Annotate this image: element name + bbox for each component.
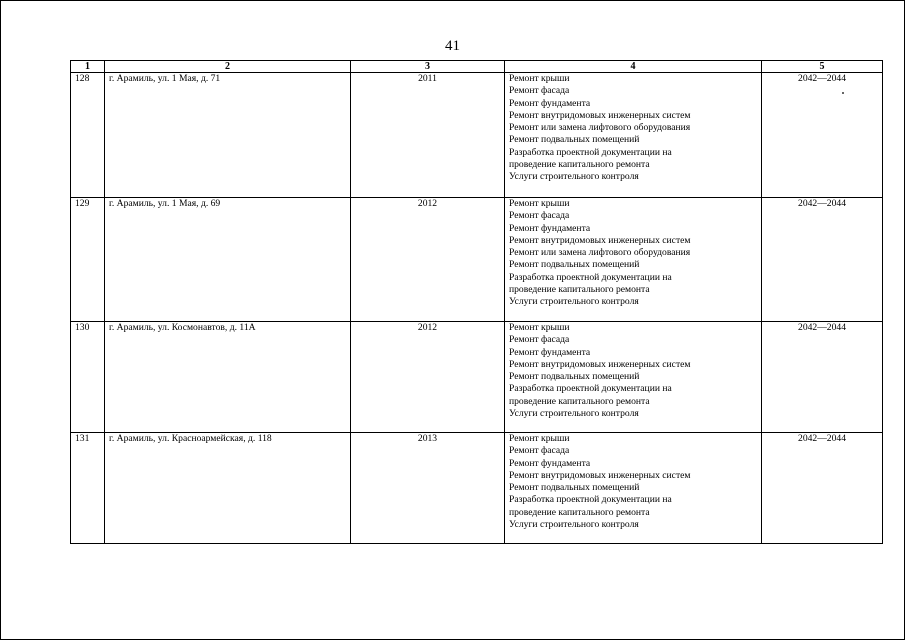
work-item: проведение капитального ремонта (509, 159, 650, 171)
address-cell: г. Арамиль, ул. 1 Мая, д. 71 (105, 73, 351, 198)
header-row (71, 61, 883, 73)
work-item: Ремонт внутридомовых инженерных систем (509, 109, 691, 121)
period-cell: 2042—2044 (762, 198, 883, 322)
work-item: Ремонт фасада (509, 334, 570, 346)
work-item: Ремонт внутридомовых инженерных систем (509, 469, 691, 481)
header-col-5: 5 (762, 61, 883, 73)
work-item: Услуги строительного контроля (509, 171, 639, 183)
header-col-2: 2 (105, 61, 351, 73)
work-item: Ремонт или замена лифтового оборудования (509, 122, 691, 134)
period-cell: 2042—2044 (762, 73, 883, 198)
work-item: Ремонт фасада (509, 85, 570, 97)
address-cell: г. Арамиль, ул. 1 Мая, д. 69 (105, 198, 351, 322)
year-cell: 2012 (351, 198, 505, 322)
year-cell: 2011 (351, 73, 505, 198)
row-number: 131 (71, 433, 105, 544)
work-item: Ремонт фасада (509, 445, 570, 457)
address-cell: г. Арамиль, ул. Космонавтов, д. 11А (105, 322, 351, 433)
table-row (71, 73, 883, 198)
work-item: Ремонт фасада (509, 210, 570, 222)
header-col-4: 4 (505, 61, 762, 73)
work-item: Ремонт крыши (509, 433, 570, 444)
header-col-1: 1 (71, 61, 105, 73)
registry-table (70, 60, 883, 544)
work-item: Услуги строительного контроля (509, 408, 639, 420)
works-cell (505, 433, 762, 544)
header-col-3: 3 (351, 61, 505, 73)
year-cell: 2013 (351, 433, 505, 544)
page-number: 41 (445, 38, 460, 54)
work-item: проведение капитального ремонта (509, 284, 650, 296)
work-item: Ремонт подвальных помещений (509, 134, 640, 146)
work-item: Ремонт внутридомовых инженерных систем (509, 234, 691, 246)
work-item: Разработка проектной документации на (509, 146, 672, 158)
works-cell (505, 322, 762, 433)
work-item: проведение капитального ремонта (509, 506, 650, 518)
table-row (71, 433, 883, 544)
row-number: 128 (71, 73, 105, 198)
work-item: Разработка проектной документации на (509, 383, 672, 395)
work-item: Ремонт фундамента (509, 97, 591, 109)
work-item: Ремонт крыши (509, 198, 570, 209)
period-cell: 2042—2044 (762, 433, 883, 544)
work-item: Услуги строительного контроля (509, 519, 639, 531)
work-item: Разработка проектной документации на (509, 494, 672, 506)
row-number: 130 (71, 322, 105, 433)
work-item: Ремонт крыши (509, 322, 570, 333)
works-cell (505, 198, 762, 322)
work-item: Ремонт крыши (509, 73, 570, 84)
works-cell (505, 73, 762, 198)
work-item: Ремонт внутридомовых инженерных систем (509, 358, 691, 370)
row-number: 129 (71, 198, 105, 322)
work-item: Услуги строительного контроля (509, 296, 639, 308)
year-cell: 2012 (351, 322, 505, 433)
work-item: Ремонт подвальных помещений (509, 259, 640, 271)
table-row (71, 198, 883, 322)
work-item: Ремонт подвальных помещений (509, 482, 640, 494)
address-cell: г. Арамиль, ул. Красноармейская, д. 118 (105, 433, 351, 544)
period-cell: 2042—2044 (762, 322, 883, 433)
work-item: Ремонт фундамента (509, 222, 591, 234)
work-item: Ремонт фундамента (509, 457, 591, 469)
table-row (71, 322, 883, 433)
work-item: Ремонт фундамента (509, 346, 591, 358)
work-item: Ремонт или замена лифтового оборудования (509, 247, 691, 259)
work-item: Разработка проектной документации на (509, 271, 672, 283)
work-item: Ремонт подвальных помещений (509, 371, 640, 383)
work-item: проведение капитального ремонта (509, 395, 650, 407)
